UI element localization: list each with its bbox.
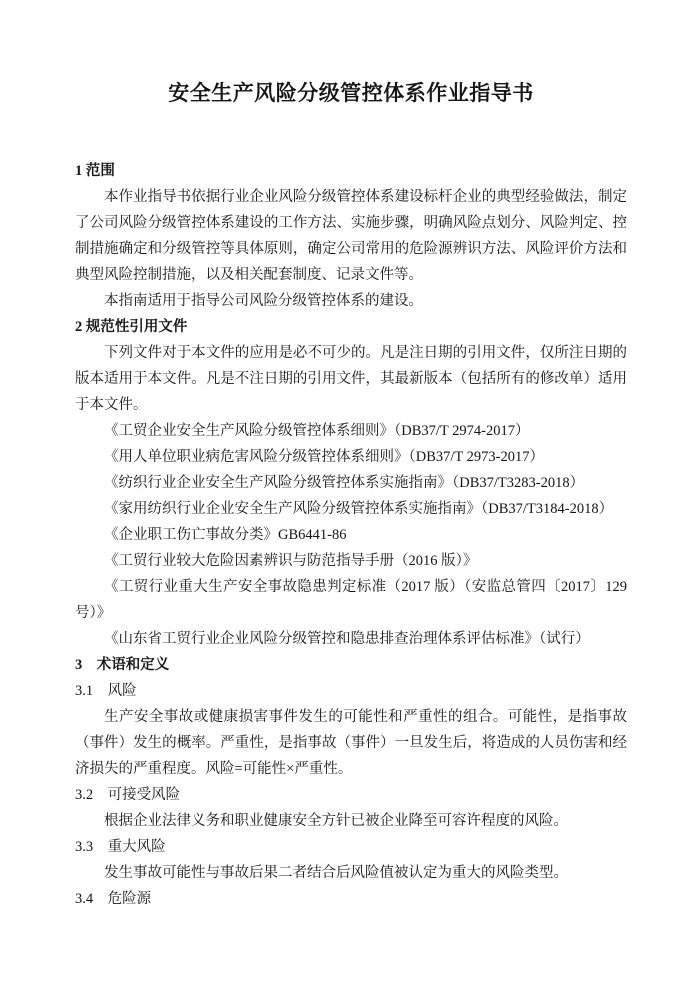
reference-item: 《山东省工贸行业企业风险分级管控和隐患排查治理体系评估标准》（试行） [104,631,590,647]
document-body [75,158,627,912]
subsection-heading: 3.3 重大风险 [75,839,166,855]
reference-item: 《用人单位职业病危害风险分级管控体系细则》（DB37/T 2973-2017） [104,449,544,465]
paragraph: 发生事故可能性与事故后果二者结合后风险值被认定为重大的风险类型。 [104,865,568,881]
section-heading: 2 规范性引用文件 [75,319,188,335]
paragraph: 本指南适用于指导公司风险分级管控体系的建设。 [104,293,423,309]
paragraph: 根据企业法律义务和职业健康安全方针已被企业降至可容许程度的风险。 [104,813,568,829]
section-heading: 3 术语和定义 [75,657,170,673]
subsection-heading: 3.2 可接受风险 [75,787,181,803]
paragraph: 下列文件对于本文件的应用是必不可少的。凡是注日期的引用文件，仅所注日期的版本适用于本文件。凡是不注日期的引用文件，其最新版本（包括所有的修改单）适用于本文件。 [75,345,627,413]
reference-item: 《家用纺织行业企业安全生产风险分级管控体系实施指南》（DB37/T3184-2018） [104,501,614,517]
document-title: 安全生产风险分级管控体系作业指导书 [168,81,534,105]
reference-item: 《工贸企业安全生产风险分级管控体系细则》（DB37/T 2974-2017） [104,423,530,439]
section-heading: 1 范围 [75,163,115,179]
subsection-heading: 3.4 危险源 [75,891,152,907]
reference-item: 《工贸行业较大危险因素辨识与防范指导手册（2016 版）》 [104,553,478,569]
paragraph: 本作业指导书依据行业企业风险分级管控体系建设标杆企业的典型经验做法，制定了公司风险分级管控体系建设的工作方法、实施步骤，明确风险点划分、风险判定、控制措施确定和分级管控等具体原则，确定公司常用的危险源辨识方法、风险评价方法和典型风险控制措施，以及相关配套制度、记录文件等。 [75,189,627,283]
reference-item: 《工贸行业重大生产安全事故隐患判定标准（2017 版）（安监总管四〔2017〕129 号）》 [75,579,627,621]
reference-item: 《企业职工伤亡事故分类》GB6441-86 [104,527,347,543]
subsection-heading: 3.1 风险 [75,683,137,699]
paragraph: 生产安全事故或健康损害事件发生的可能性和严重性的组合。可能性，是指事故（事件）发生的概率。严重性，是指事故（事件）一旦发生后，将造成的人员伤害和经济损失的严重程度。风险=可能性×严重性。 [75,709,627,777]
reference-item: 《纺织行业企业安全生产风险分级管控体系实施指南》（DB37/T3283-2018） [104,475,585,491]
